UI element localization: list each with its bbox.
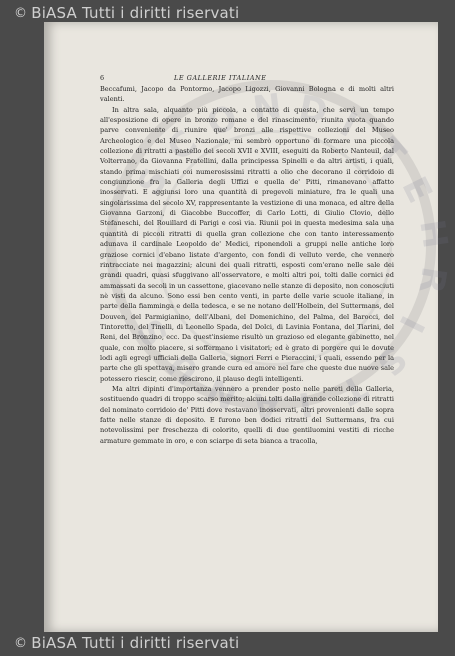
seal-letter: N [201,369,244,418]
copyright-icon: © [14,635,28,651]
paragraph: In altra sala, alquanto più piccola, a contatto di questa, che servì un tempo all'esposizione di opere in bronzo romane e del rinascimento, riunita vuota quando parve conveniente di riunire que' bronzi alle rispettive collezioni del Museo Archeologico e del Museo Nazionale, mi sembrò opportuno di formare una piccola collezione di ritratti a pastello dei secoli XVII e XVIII, eseguiti da Roberto Nanteuil, dal Volterrano, da Giovanna Fratellini, dalla principessa Spinelli e da altri artisti, i quali, stando prima mischiati coi numerosissimi ritratti a olio che decorano il corridoio di congiunzione fra la Galleria degli Uffizi e quella de' Pitti, rimanevano affatto inosservati. E aggiunsi loro una quantità di pregevoli miniature, fra le quali una singolarissima del secolo XV, rappresentante la vestizione di una monaca, ed altre della Giovanna Garzoni, di Giacobbe Buccoffer, di Carlo Lotti, di Giulio Clovio, dello Stefaneschi, del Rouillard di Parigi e così via. Riunii poi in questa medesima sala una quantità di piccoli ritratti di quella gran collezione che con tanto interessamento adunava il cardinale Leopoldo de' Medici, riponendoli a gruppi nelle antiche loro graziose cornici d'ebano listate d'argento, con fondi di velluto verde, che vennero rintracciate nei magazzini; alcuni dei quali ritratti, esposti com'erano nelle sale dei grandi quadri, quasi sfuggivano all'osservatore, e molti altri poi, tolti dalle cornici ed ammassati da secoli in un cassettone, giacevano nelle stanze di deposito, non conosciuti nè visti da alcuno. Sono essi ben cento venti, in parte delle varie scuole italiane, in parte della fiamminga e della tedesca, e se ne notano dell'Holbein, del Suttermans, del Douven, del Parmigianino, dell'Albani, del Domenichino, del Palma, del Barocci, del Tintoretto, del Tinelli, di Leonello Spada, del Dolci, di Lavinia Fontana, del Tiarini, del Reni, del Bronzino, ecc. Da quest'insieme risultò un grazioso ed elegante gabinetto, nel quale, con molto piacere, si soffermano i visitatori; ed è grato di porgere qui le dovute lodi agli egregi ufficiali della Galleria, signori Ferri e Pieraccini, i quali, essendo per la parte che gli spettava, misero grande cura ed amore nel fare che queste due nuove sale potessero riescir, come riescirono, il plauso degli intelligenti. [100,105,394,383]
running-title: LE GALLERIE ITALIANE [174,74,267,82]
watermark-text: BiASA Tutti i diritti riservati [31,634,240,652]
seal-letter: I [333,104,364,146]
seal-letter: D [295,87,331,132]
seal-letter: A [250,384,282,428]
paragraph: Ma altri dipinti d'importanza vennero a prender posto nelle pareti della Galleria, sostituendo quadri di troppo scarso merito; alcuni tolti dalla grande collezione di ritratti del nominato corridoio de' Pitti dove restavano inosservati, altri provenienti dalle sopra fatte nelle stanze di deposito. E furono ben dodici ritratti del Suttermans, fra cui notevolissimi per freschezza di colorito, quelli di due gentiluomini vestiti di ricche armature gemmate in oro, e con sciarpe di seta bianca a tracolla, [100,384,394,445]
seal-letter: R [410,263,455,297]
page-number: 6 [100,74,105,82]
seal-letter: I [390,309,433,339]
seal-letter: T [367,130,413,175]
seal-letter: S [368,338,414,385]
seal-letter: O [201,96,245,145]
watermark-text: BiASA Tutti i diritti riservati [31,4,240,22]
seal-letter: T [333,366,374,413]
watermark-top [0,2,442,24]
seal-letter: N [250,86,284,130]
seal-letter: H [411,216,455,252]
watermark-bottom [0,632,442,654]
seal-letter: I [294,383,315,426]
body-text [100,84,394,446]
seal-letter: U [160,343,208,392]
paragraph: Beccafumi, Jacopo da Pontormo, Jacopo Ligozzi, Giovanni Bologna e di molti altri valenti. [100,85,394,104]
copyright-icon: © [14,5,28,21]
seal-letter: S [129,161,177,203]
seal-letter: C [159,122,206,170]
seal-letter: S [129,311,177,353]
seal-letter: E [393,170,440,210]
